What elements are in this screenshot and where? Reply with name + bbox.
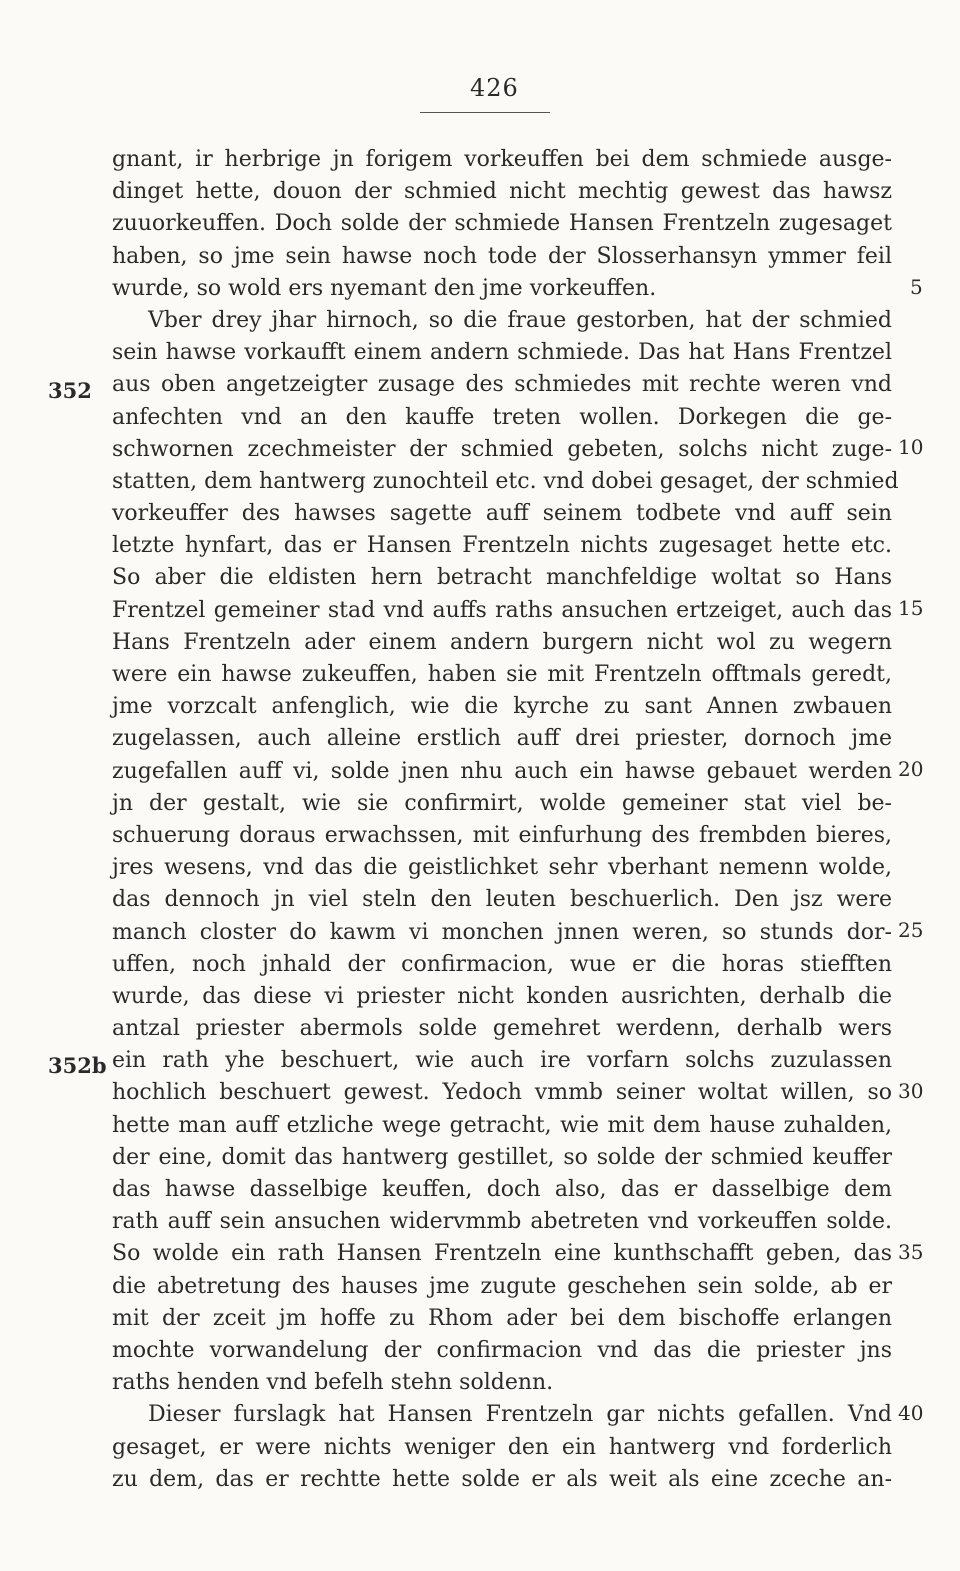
text-line: hette man auff etzliche wege getracht, wie mit dem hause zuhalden, — [112, 1112, 892, 1138]
line-number: 5 — [910, 275, 923, 299]
text-line: raths henden vnd befelh stehn soldenn. — [112, 1370, 554, 1396]
text-line: vorkeuffer des hawses sagette auff seinem todbete vnd auff sein — [112, 501, 892, 527]
text-line: uffen, noch jnhald der confirmacion, wue er die horas stiefften — [112, 951, 892, 977]
text-line: Vber drey jhar hirnoch, so die fraue gestorben, hat der schmied — [148, 307, 892, 333]
text-line: ein rath yhe beschuert, wie auch ire vorfarn solchs zuzulassen — [112, 1048, 892, 1074]
text-line: zuuorkeuffen. Doch solde der schmiede Hansen Frentzeln zugesaget — [112, 211, 892, 237]
text-line: haben, so jme sein hawse noch tode der Slosserhansyn ymmer feil — [112, 243, 892, 269]
page-number: 426 — [470, 74, 519, 102]
text-line: rath auff sein ansuchen widervmmb abetreten vnd vorkeuffen solde. — [112, 1209, 892, 1235]
line-number: 15 — [898, 596, 924, 620]
text-line: antzal priester abermols solde gemehret werdenn, derhalb wers — [112, 1016, 892, 1042]
text-line: jn der gestalt, wie sie confirmirt, wolde gemeiner stat viel be- — [112, 790, 892, 816]
text-line: schwornen zcechmeister der schmied gebeten, solchs nicht zuge- — [112, 436, 892, 462]
text-line: aus oben angetzeigter zusage des schmiedes mit rechte weren vnd — [112, 372, 892, 398]
text-line: mit der zceit jm hoffe zu Rhom ader bei dem bischoffe erlangen — [112, 1305, 892, 1331]
text-line: wurde, so wold ers nyemant den jme vorkeuffen. — [112, 275, 657, 301]
text-line: wurde, das diese vi priester nicht konden ausrichten, derhalb die — [112, 983, 892, 1009]
text-line: statten, dem hantwerg zunochteil etc. vnd dobei gesaget, der schmied — [112, 468, 899, 494]
text-line: So aber die eldisten hern betracht manchfeldige woltat so Hans — [112, 565, 892, 591]
text-line: manch closter do kawm vi monchen jnnen weren, so stunds dor- — [112, 919, 892, 945]
text-line: sein hawse vorkaufft einem andern schmiede. Das hat Hans Frentzel — [112, 340, 892, 366]
text-line: mochte vorwandelung der confirmacion vnd das die priester jns — [112, 1337, 892, 1363]
text-line: die abetretung des hauses jme zugute geschehen sein solde, ab er — [112, 1273, 892, 1299]
text-line: were ein hawse zukeuffen, haben sie mit Frentzeln offtmals geredt, — [112, 662, 892, 687]
text-line: zu dem, das er rechtte hette solde er als weit als eine zceche an- — [112, 1466, 892, 1492]
text-line: So wolde ein rath Hansen Frentzeln eine kunthschafft geben, das — [112, 1241, 892, 1267]
text-line: das dennoch jn viel steln den leuten beschuerlich. Den jsz were — [112, 887, 892, 913]
text-line: zugelassen, auch alleine erstlich auff drei priester, dornoch jme — [112, 726, 892, 752]
margin-note: 352 — [48, 378, 92, 403]
text-line: jme vorzcalt anfenglich, wie die kyrche zu sant Annen zwbauen — [112, 694, 892, 720]
text-line: Hans Frentzeln ader einem andern burgern nicht wol zu wegern — [112, 629, 892, 655]
line-number: 40 — [898, 1401, 924, 1425]
header-rule — [420, 112, 550, 113]
text-line: das hawse dasselbige keuffen, doch also, das er dasselbige dem — [112, 1177, 892, 1202]
line-number: 25 — [898, 918, 924, 942]
line-number: 35 — [898, 1240, 924, 1264]
line-number: 30 — [898, 1079, 924, 1103]
text-line: Frentzel gemeiner stad vnd auffs raths ansuchen ertzeiget, auch das — [112, 597, 892, 623]
text-line: Dieser furslagk hat Hansen Frentzeln gar nichts gefallen. Vnd — [148, 1402, 892, 1428]
text-line: dinget hette, douon der schmied nicht mechtig gewest das hawsz — [112, 179, 892, 205]
text-line: der eine, domit das hantwerg gestillet, so solde der schmied keuffer — [112, 1144, 892, 1170]
text-line: zugefallen auff vi, solde jnen nhu auch ein hawse gebauet werden — [112, 758, 892, 784]
line-number: 20 — [898, 757, 924, 781]
margin-note: 352b — [48, 1053, 107, 1078]
text-line: schuerung doraus erwachssen, mit einfurhung des frembden bieres, — [112, 822, 892, 848]
text-line: jres wesens, vnd das die geistlichket sehr vberhant nemenn wolde, — [112, 855, 892, 881]
line-number: 10 — [898, 435, 924, 459]
main-text — [112, 144, 899, 1496]
text-line: letzte hynfart, das er Hansen Frentzeln nichts zugesaget hette etc. — [112, 533, 892, 559]
text-line: gesaget, er were nichts weniger den ein hantwerg vnd forderlich — [112, 1434, 892, 1460]
text-line: hochlich beschuert gewest. Yedoch vmmb seiner woltat willen, so — [112, 1080, 892, 1106]
text-line: anfechten vnd an den kauffe treten wollen. Dorkegen die ge- — [112, 404, 892, 430]
text-line: gnant, ir herbrige jn forigem vorkeuffen bei dem schmiede ausge- — [112, 147, 892, 172]
